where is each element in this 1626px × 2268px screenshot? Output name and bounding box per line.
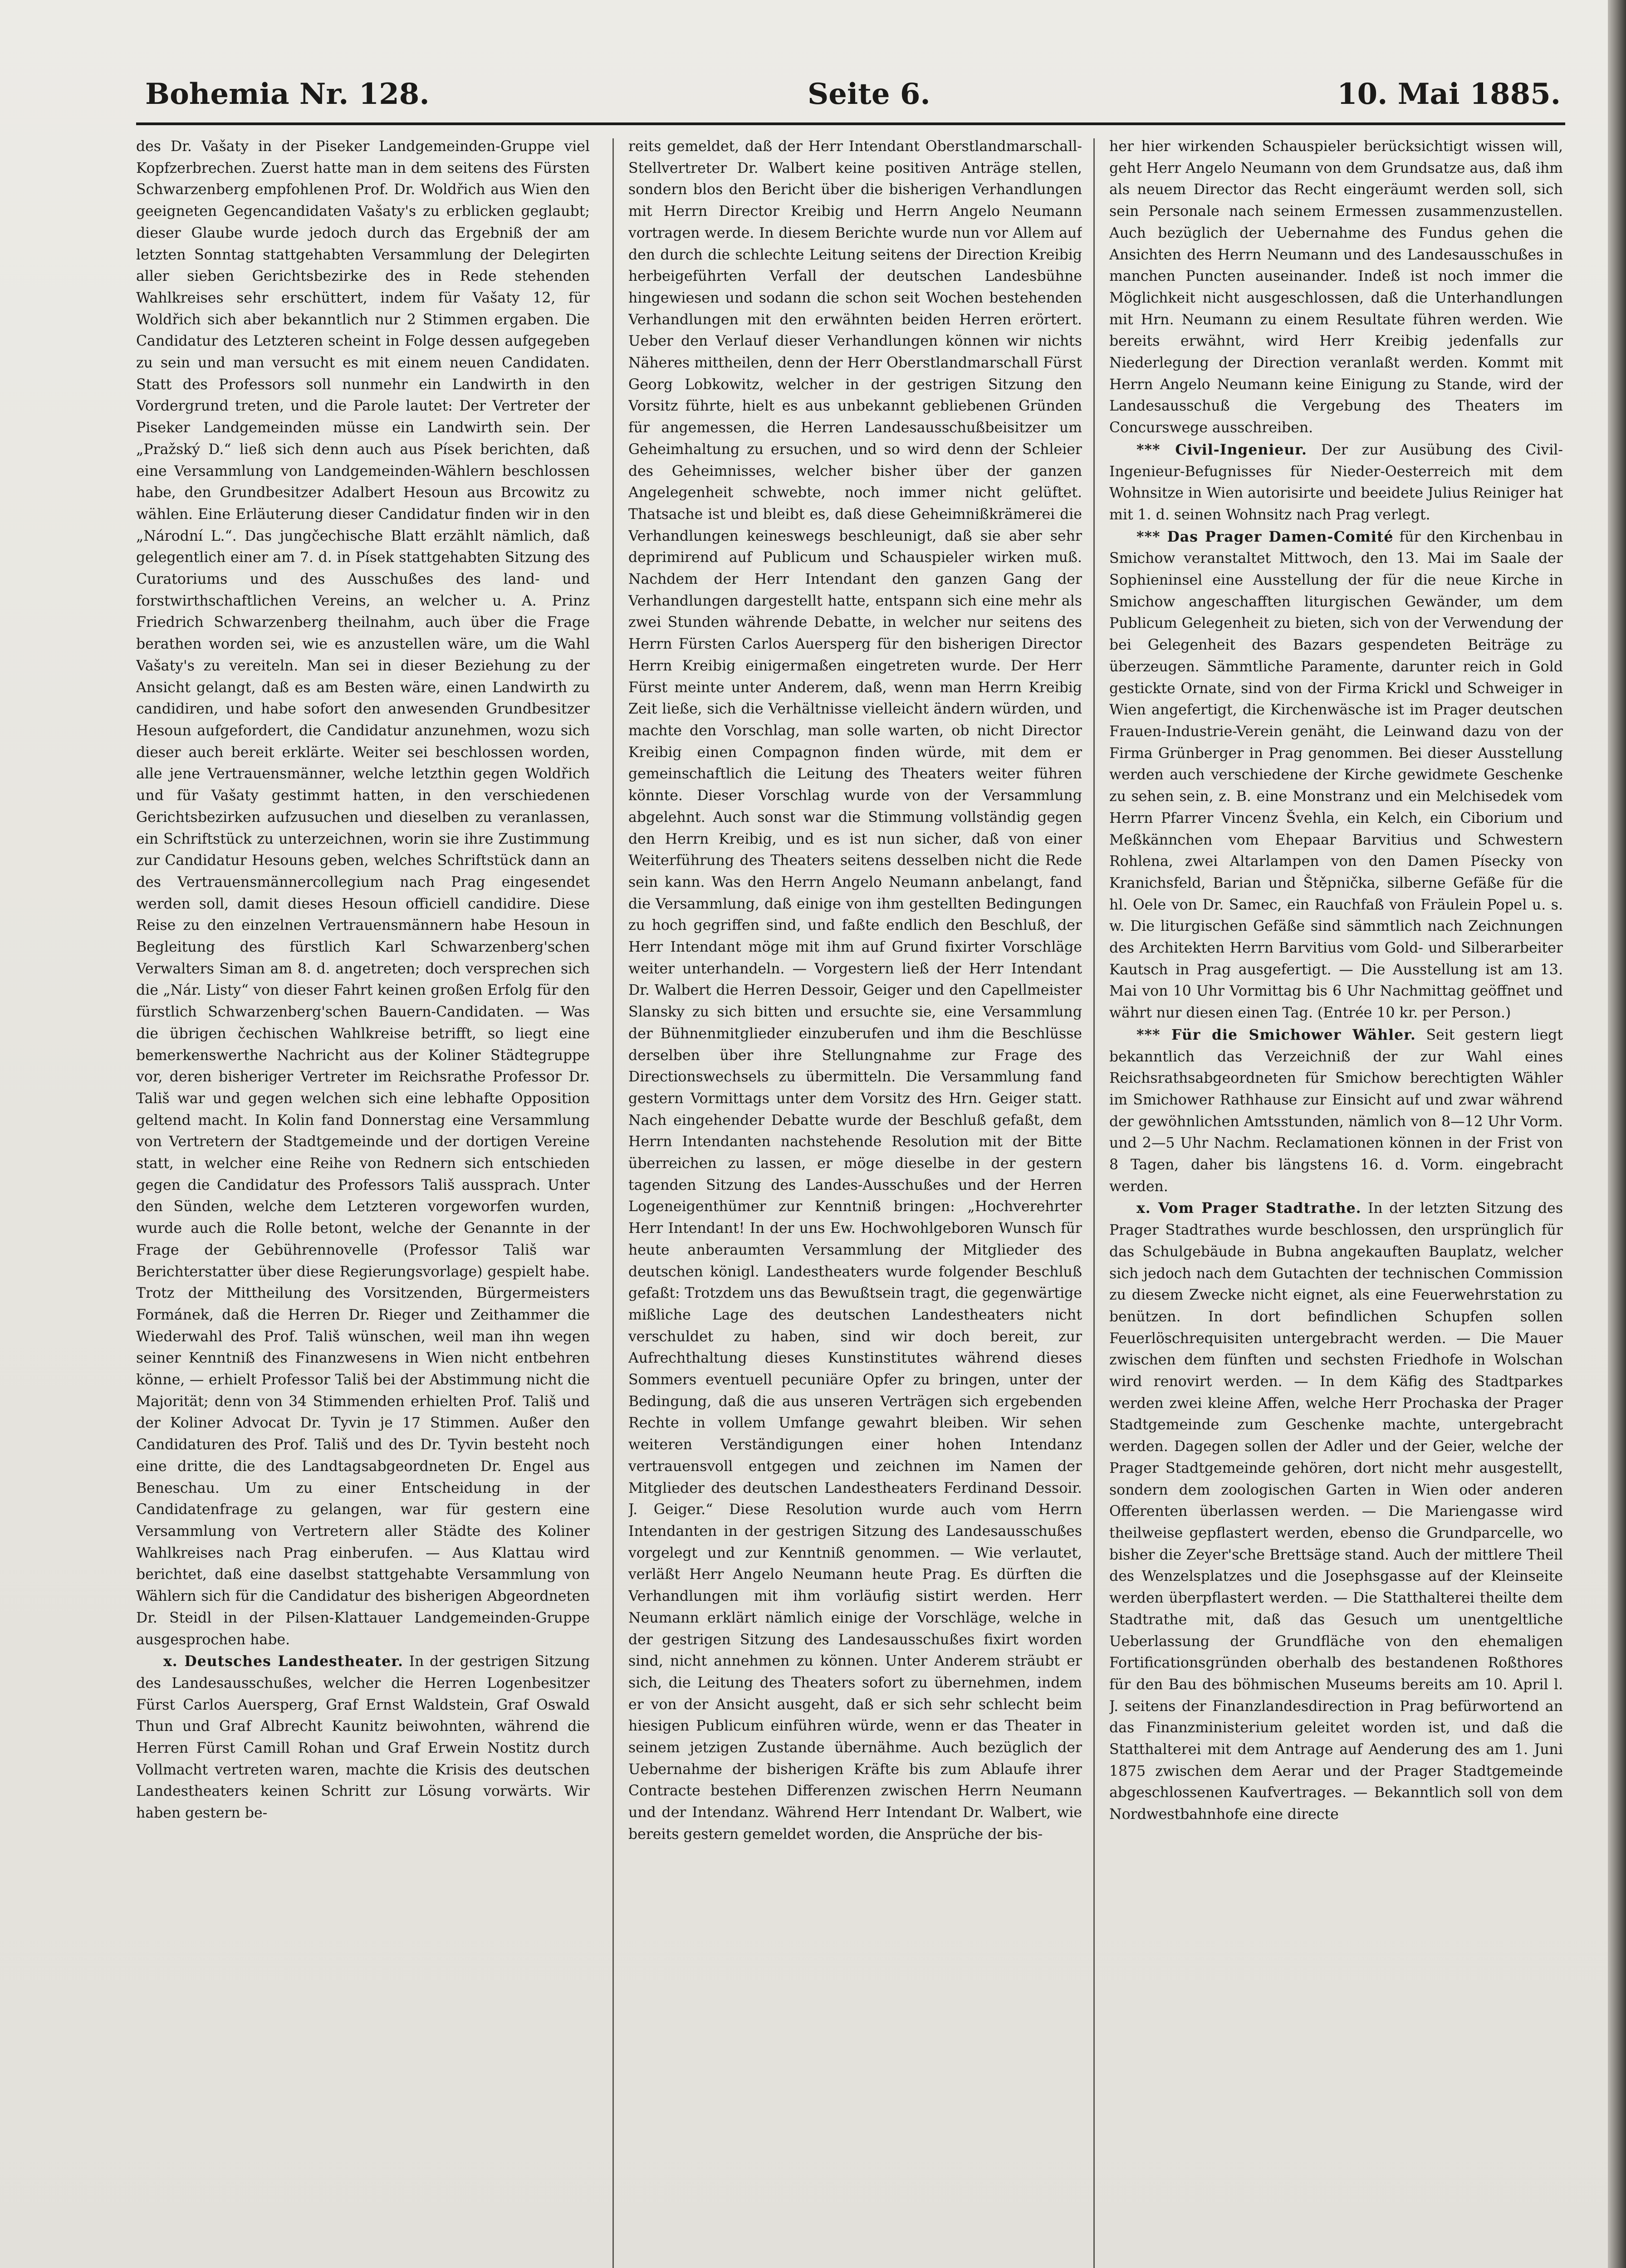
article-paragraph <box>1109 526 1563 1024</box>
article-text: Der zur Ausübung des Civil-Ingenieur-Befugnisses für Nieder-Oesterreich mit dem Wohnsitze in Wien autorisirte und beeidete Julius Reiniger hat mit 1. d. seinen Wohnsitz nach Prag verlegt. <box>1109 441 1563 523</box>
article-continuation <box>628 136 1082 1846</box>
article-heading: x. Deutsches Landestheater. <box>163 1653 403 1670</box>
article-text: In der letzten Sitzung des Prager Stadtrathes wurde beschlossen, den ursprünglich für das Schulgebäude in Bubna angekauften Bauplatz, welcher sich jedoch nach dem Gutachten der technischen Commission zu diesem Zwecke nicht eignet, als eine Feuerwehrstation zu benützen. In dort befindlichen Schupfen sollen Feuerlöschrequisiten untergebracht werden. — Die Mauer zwischen dem fünften und sechsten Friedhofe in Wolschan wird renovirt werden. — In dem Käfig des Stadtparkes werden zwei kleine Affen, welche Herr Prochaska der Prager Stadtgemeinde zum Geschenke machte, untergebracht werden. Dagegen sollen der Adler und der Geier, welche der Prager Stadtgemeinde gehören, dort nicht mehr ausgestellt, sondern dem zoologischen Garten in Wien oder anderen Offerenten überlassen werden. — Die Mariengasse wird theilweise gepflastert werden, ebenso die Grundparcelle, wo bisher die Zeyer'sche Brettsäge stand. Auch der mittlere Theil des Wenzelsplatzes und die Josephsgasse auf der Kleinseite werden überpflastert werden. — Die Statthalterei theilte dem Stadtrathe mit, daß das Gesuch um unentgeltliche Ueberlassung der Grundfläche von den ehemaligen Fortificationsgründen oberhalb des bestandenen Roßthores für den Bau des böhmischen Museums bereits am 10. April l. J. seitens der Finanzlandesdirection in Prag befürwortend an das Finanzministerium geleitet worden ist, und daß die Statthalterei mit dem Antrage auf Aenderung des am 1. Juni 1875 zwischen dem Aerar und der Prager Stadtgemeinde abgeschlossenen Kaufvertrages. — Bekanntlich soll von dem Nordwestbahnhofe eine directe <box>1109 1200 1563 1823</box>
article-paragraph <box>1109 439 1563 526</box>
column-divider-2 <box>1093 138 1095 2268</box>
column-3 <box>1109 136 1563 2268</box>
article-text: her hier wirkenden Schauspieler berücksichtigt wissen will, geht Herr Angelo Neumann von dem Grundsatze aus, daß ihm als neuem Director das Recht eingeräumt werden soll, sich sein Personale nach seinem Ermessen zusammenzustellen. Auch bezüglich der Uebernahme des Fundus gehen die Ansichten des Herrn Neumann und des Landesausschußes in manchen Puncten auseinander. Indeß ist noch immer die Möglichkeit nicht ausgeschlossen, daß die Unterhandlungen mit Hrn. Neumann zu einem Resultate führen werden. Wie bereits erwähnt, wird Herr Kreibig jedenfalls zur Niederlegung der Direction veranlaßt werden. Kommt mit Herrn Angelo Neumann keine Einigung zu Stande, wird der Landesausschuß die Vergebung des Theaters im Concurswege ausschreiben. <box>1109 138 1563 436</box>
article-heading: *** Civil-Ingenieur. <box>1136 441 1307 458</box>
header-rule <box>136 122 1565 125</box>
article-continuation <box>136 136 590 1651</box>
article-paragraph <box>1109 1024 1563 1198</box>
column-2 <box>628 136 1082 2268</box>
article-heading: *** Das Prager Damen-Comité <box>1136 528 1394 545</box>
article-text: des Dr. Vašaty in der Piseker Landgemeinden-Gruppe viel Kopfzerbrechen. Zuerst hatte man in dem seitens des Fürsten Schwarzenberg empfohlenen Prof. Dr. Woldřich aus Wien den geeigneten Gegencandidaten Vašaty's zu erblicken geglaubt; dieser Glaube wurde jedoch durch das Ergebniß der am letzten Sonntag stattgehabten Versammlung der Delegirten aller sieben Gerichtsbezirke des in Rede stehenden Wahlkreises sehr erschüttert, indem für Vašaty 12, für Woldřich sich aber bekanntlich nur 2 Stimmen ergaben. Die Candidatur des Letzteren scheint in Folge dessen aufgegeben zu sein und man versucht es mit einem neuen Candidaten. Statt des Professors soll nunmehr ein Landwirth in den Vordergrund treten, und die Parole lautet: Der Vertreter der Piseker Landgemeinden müsse ein Landwirth sein. Der „Pražský D.“ ließ sich denn auch aus Písek berichten, daß eine Versammlung von Landgemeinden-Wählern beschlossen habe, den Grundbesitzer Adalbert Hesoun aus Brcowitz zu wählen. Eine Erläuterung dieser Candidatur finden wir in den „Národní L.“. Das jungčechische Blatt erzählt nämlich, daß gelegentlich einer am 7. d. in Písek stattgehabten Sitzung des Curatoriums und des Ausschußes des land- und forstwirthschaftlichen Vereins, an welcher u. A. Prinz Friedrich Schwarzenberg theilnahm, auch über die Frage berathen worden sei, wie es anzustellen wäre, um die Wahl Vašaty's zu vereiteln. Man sei in dieser Beziehung zu der Ansicht gelangt, daß es am Besten wäre, einen Landwirth zu candidiren, und habe sofort den anwesenden Grundbesitzer Hesoun aufgefordert, die Candidatur anzunehmen, wozu sich dieser auch bereit erklärte. Weiter sei beschlossen worden, alle jene Vertrauensmänner, welche letzthin gegen Woldřich und für Vašaty gestimmt hatten, in den verschiedenen Gerichtsbezirken aufzusuchen und dieselben zu veranlassen, ein Schriftstück zu unterzeichnen, worin sie ihre Zustimmung zur Candidatur Hesouns geben, welches Schriftstück dann an des Vertrauensmännercollegium nach Prag eingesendet werden soll, damit dieses Hesoun officiell candidire. Diese Reise zu den einzelnen Vertrauensmännern habe Hesoun in Begleitung des fürstlich Karl Schwarzenberg'schen Verwalters Siman am 8. d. angetreten; doch versprechen sich die „Nár. Listy“ von dieser Fahrt keinen großen Erfolg für den fürstlich Schwarzenberg'schen Bauern-Candidaten. — Was die übrigen čechischen Wahlkreise betrifft, so liegt eine bemerkenswerthe Nachricht aus der Koliner Städtegruppe vor, deren bisheriger Vertreter im Reichsrathe Professor Dr. Tališ war und gegen welchen sich eine lebhafte Opposition geltend macht. In Kolin fand Donnerstag eine Versammlung von Vertretern der Stadtgemeinde und der dortigen Vereine statt, in welcher eine Reihe von Rednern sich entschieden gegen die Candidatur des Professors Tališ aussprach. Unter den Sünden, welche dem Letzteren vorgeworfen wurden, wurde auch die Rolle betont, welche der Genannte in der Frage der Gebührennovelle (Professor Tališ war Berichterstatter über diese Regierungsvorlage) gespielt habe. Trotz der Mittheilung des Vorsitzenden, Bürgermeisters Formánek, daß die Herren Dr. Rieger und Zeithammer die Wiederwahl des Prof. Tališ wünschen, weil man ihn wegen seiner Kenntniß des Finanzwesens in Wien nicht entbehren könne, — erhielt Professor Tališ bei der Abstimmung nicht die Majorität; denn von 34 Stimmenden erhielten Prof. Tališ und der Koliner Advocat Dr. Tyvin je 17 Stimmen. Außer den Candidaturen des Prof. Tališ und des Dr. Tyvin besteht noch eine dritte, die des Landtagsabgeordneten Dr. Engel aus Beneschau. Um zu einer Entscheidung in der Candidatenfrage zu gelangen, war für gestern eine Versammlung von Vertretern aller Städte des Koliner Wahlkreises nach Prag einberufen. — Aus Klattau wird berichtet, daß eine daselbst stattgehabte Versammlung von Wählern sich für die Candidatur des bisherigen Abgeordneten Dr. Steidl in der Pilsen-Klattauer Landgemeinden-Gruppe ausgesprochen habe. <box>136 138 590 1648</box>
article-continuation <box>1109 136 1563 439</box>
column-1 <box>136 136 590 2268</box>
article-text: Seit gestern liegt bekanntlich das Verzeichniß der zur Wahl eines Reichsrathsabgeordneten für Smichow berechtigten Wähler im Smichower Rathhause zur Einsicht auf und zwar während der gewöhnlichen Amtsstunden, nämlich von 8—12 Uhr Vorm. und 2—5 Uhr Nachm. Reclamationen können in der Frist von 8 Tagen, daher bis längstens 16. d. Vorm. eingebracht werden. <box>1109 1026 1563 1195</box>
article-text: In der gestrigen Sitzung des Landesausschußes, welcher die Herren Logenbesitzer Fürst Carlos Auersperg, Graf Ernst Waldstein, Graf Oswald Thun und Graf Albrecht Kaunitz beiwohnten, während die Herren Fürst Camill Rohan und Graf Erwein Nostitz durch Vollmacht vertreten waren, machte die Krisis des deutschen Landestheaters keinen Schritt zur Lösung vorwärts. Wir haben gestern be- <box>136 1653 590 1822</box>
article-text: reits gemeldet, daß der Herr Intendant Oberstlandmarschall-Stellvertreter Dr. Walbert keine positiven Anträge stellen, sondern blos den Bericht über die bisherigen Verhandlungen mit Herrn Director Kreibig und Herrn Angelo Neumann vortragen werde. In diesem Berichte wurde nun vor Allem auf den durch die schlechte Leitung seitens der Direction Kreibig herbeigeführten Verfall der deutschen Landesbühne hingewiesen und sodann die schon seit Wochen bestehenden Verhandlungen mit den erwähnten beiden Herren erörtert. Ueber den Verlauf dieser Verhandlungen können wir nichts Näheres mittheilen, denn der Herr Oberstlandmarschall Fürst Georg Lobkowitz, welcher in der gestrigen Sitzung den Vorsitz führte, hielt es aus unbekannt gebliebenen Gründen für angemessen, die Herren Landesausschußbeisitzer um Geheimhaltung zu ersuchen, und so wird denn der Schleier des Geheimnisses, welcher bisher über der ganzen Angelegenheit schwebte, noch immer nicht gelüftet. Thatsache ist und bleibt es, daß diese Geheimnißkrämerei die Verhandlungen keineswegs beschleunigt, daß sie aber sehr deprimirend auf Publicum und Schauspieler wirken muß. Nachdem der Herr Intendant den ganzen Gang der Verhandlungen dargestellt hatte, entspann sich eine mehr als zwei Stunden währende Debatte, in welcher nur seitens des Herrn Fürsten Carlos Auersperg für den bisherigen Director Herrn Kreibig einigermaßen eingetreten wurde. Der Herr Fürst meinte unter Anderem, daß, wenn man Herrn Kreibig Zeit ließe, sich die Verhältnisse vielleicht ändern würden, und machte den Vorschlag, man solle warten, ob nicht Director Kreibig einen Compagnon finden würde, mit dem er gemeinschaftlich die Leitung des Theaters weiter führen könnte. Dieser Vorschlag wurde von der Versammlung abgelehnt. Auch sonst war die Stimmung vollständig gegen den Herrn Kreibig, und es ist nun sicher, daß von einer Weiterführung des Theaters seitens desselben nicht die Rede sein kann. Was den Herrn Angelo Neumann anbelangt, fand die Versammlung, daß einige von ihm gestellten Bedingungen zu hoch gegriffen sind, und faßte endlich den Beschluß, der Herr Intendant möge mit ihm auf Grund fixirter Vorschläge weiter unterhandeln. — Vorgestern ließ der Herr Intendant Dr. Walbert die Herren Dessoir, Geiger und den Capellmeister Slansky zu sich bitten und ersuchte sie, eine Versammlung der Bühnenmitglieder einzuberufen und ihm die Beschlüsse derselben über ihre Stellungnahme zur Frage des Directionswechsels zu übermitteln. Die Versammlung fand gestern Vormittags unter dem Vorsitz des Hrn. Geiger statt. Nach eingehender Debatte wurde der Beschluß gefaßt, dem Herrn Intendanten nachstehende Resolution mit der Bitte überreichen zu lassen, er möge dieselbe in der gestern tagenden Sitzung des Landes-Ausschußes und der Herren Logeneigenthümer zur Kenntniß bringen: „Hochverehrter Herr Intendant! In der uns Ew. Hochwohlgeboren Wunsch für heute anberaumten Versammlung der Mitglieder des deutschen königl. Landestheaters wurde folgender Beschluß gefaßt: Trotzdem uns das Bewußtsein tragt, die gegenwärtige mißliche Lage des deutschen Landestheaters nicht verschuldet zu haben, sind wir doch bereit, zur Aufrechthaltung dieses Kunstinstitutes während dieses Sommers eventuell pecuniäre Opfer zu bringen, unter der Bedingung, daß die aus unseren Verträgen sich ergebenden Rechte in vollem Umfange gewahrt bleiben. Wir sehen weiteren Verständigungen einer hohen Intendanz vertrauensvoll entgegen und zeichnen im Namen der Mitglieder des deutschen Landestheaters Ferdinand Dessoir. J. Geiger.“ Diese Resolution wurde auch vom Herrn Intendanten in der gestrigen Sitzung des Landesausschußes vorgelegt und zur Kenntniß genommen. — Wie verlautet, verläßt Herr Angelo Neumann heute Prag. Es dürften die Verhandlungen mit ihm vorläufig sistirt werden. Herr Neumann erklärt nämlich einige der Vorschläge, welche in der gestrigen Sitzung des Landesausschußes fixirt worden sind, nicht annehmen zu können. Unter Anderem sträubt er sich, die Leitung des Theaters sofort zu übernehmen, indem er von der Ansicht ausgeht, daß er sich sehr schlecht beim hiesigen Publicum einführen würde, wenn er das Theater in seinem jetzigen Zustande übernähme. Auch bezüglich der Uebernahme der bisherigen Kräfte bis zum Ablaufe ihrer Contracte bestehen Differenzen zwischen Herrn Neumann und der Intendanz. Während Herr Intendant Dr. Walbert, wie bereits gestern gemeldet worden, die Ansprüche der bis- <box>628 138 1082 1843</box>
column-divider-1 <box>612 138 614 2268</box>
page-edge-shadow <box>1608 0 1626 2268</box>
page-header <box>145 77 1561 118</box>
article-text: für den Kirchenbau in Smichow veranstaltet Mittwoch, den 13. Mai im Saale der Sophieninsel eine Ausstellung der für die neue Kirche in Smichow angeschafften liturgischen Gewänder, um dem Publicum Gelegenheit zu bieten, sich von der Verwendung der bei Gelegenheit des Bazars gespendeten Beiträge zu überzeugen. Sämmtliche Paramente, darunter reich in Gold gestickte Ornate, sind von der Firma Krickl und Schweiger in Wien angefertigt, die Kirchenwäsche ist im Prager deutschen Frauen-Industrie-Verein genäht, die Leinwand dazu von der Firma Grünberger in Prag genommen. Bei dieser Ausstellung werden auch verschiedene der Kirche gewidmete Geschenke zu sehen sein, z. B. eine Monstranz und ein Melchisedek vom Herrn Pfarrer Vincenz Švehla, ein Kelch, ein Ciborium und Meßkännchen vom Ehepaar Barvitius und Schwestern Rohlena, zwei Altarlampen von den Damen Písecky von Kranichsfeld, Barian und Štěpnička, silberne Gefäße für die hl. Oele von Dr. Samec, ein Rauchfaß von Fräulein Popel u. s. w. Die liturgischen Gefäße sind sämmtlich nach Zeichnungen des Architekten Herrn Barvitius vom Gold- und Silberarbeiter Kautsch in Prag ausgefertigt. — Die Ausstellung ist am 13. Mai von 10 Uhr Vormittag bis 6 Uhr Nachmittag geöffnet und währt nur diesen einen Tag. (Entrée 10 kr. per Person.) <box>1109 528 1563 1022</box>
header-publication: Bohemia Nr. 128. <box>145 77 430 111</box>
article-heading: *** Für die Smichower Wähler. <box>1136 1026 1416 1043</box>
article-paragraph <box>1109 1198 1563 1825</box>
article-paragraph <box>136 1651 590 1824</box>
header-page-number: Seite 6. <box>808 77 931 111</box>
header-date: 10. Mai 1885. <box>1337 77 1561 111</box>
article-heading: x. Vom Prager Stadtrathe. <box>1136 1200 1362 1217</box>
